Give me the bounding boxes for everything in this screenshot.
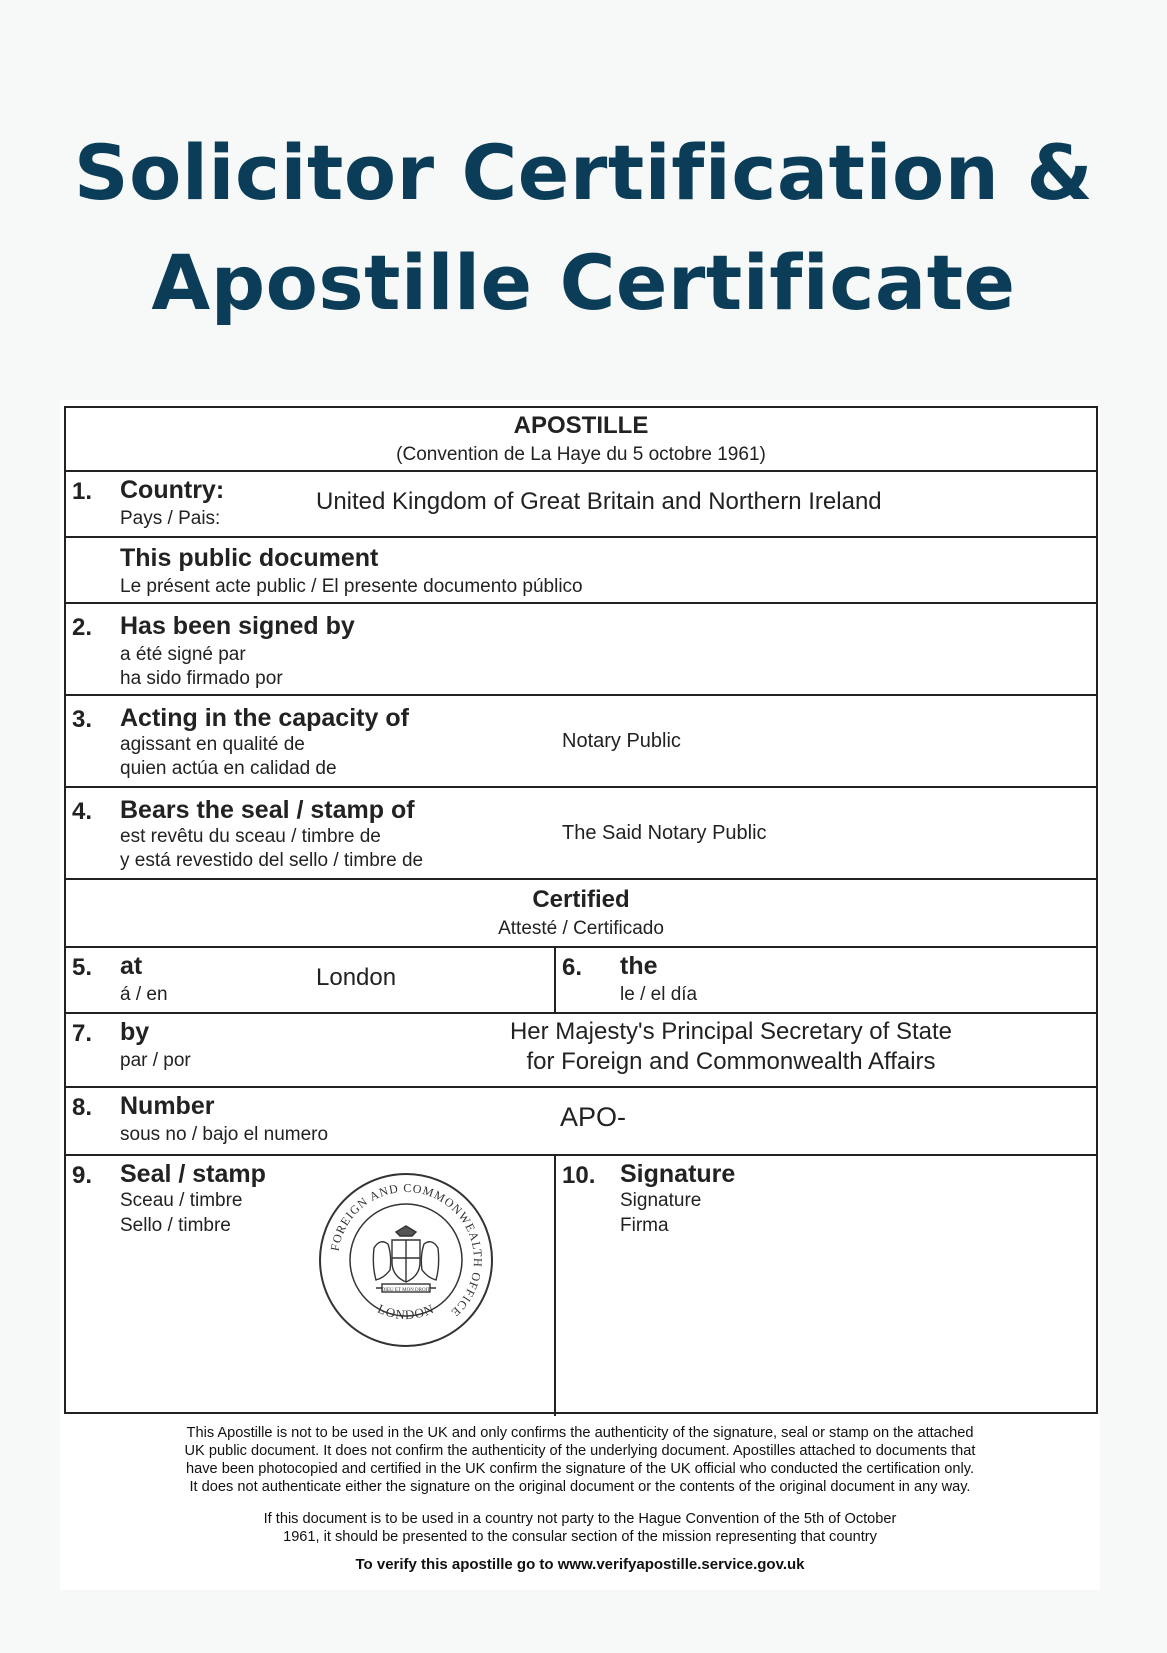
by-value-line-2: for Foreign and Commonwealth Affairs [526,1048,936,1075]
seal-of-number: 4. [72,798,93,825]
signature-sub-es: Firma [620,1215,669,1236]
certified-sub: Attesté / Certificado [498,918,664,939]
signed-by-number: 2. [72,614,93,641]
by-row [66,1012,1096,1088]
seal-of-label: Bears the seal / stamp of [120,796,415,824]
signature-number: 10. [562,1162,596,1189]
disclaimer-line-4: It does not authenticate either the signature on the original document or the contents of the original document in any way. [189,1479,971,1495]
signature-label: Signature [620,1160,736,1188]
seal-of-sub-es: y está revestido del sello / timbre de [120,850,424,871]
certified-label: Certified [532,886,630,913]
apostille-header [66,408,1096,470]
signed-by-sub-fr: a été signé par [120,644,246,665]
seal-motto: DIEU ET MON DROIT [381,1288,431,1293]
seal-of-value: The Said Notary Public [562,822,767,844]
by-label: by [120,1018,150,1046]
capacity-value: Notary Public [562,730,681,752]
number-row [66,1086,1096,1156]
signed-by-row [66,602,1096,696]
verify-link[interactable]: To verify this apostille go to www.verifyapostille.service.gov.uk [355,1556,805,1573]
country-sub: Pays / Pais: [120,508,221,529]
by-sub: par / por [120,1050,191,1071]
disclaimer-paragraph [60,1424,1100,1496]
the-sub: le / el día [620,984,698,1005]
at-label: at [120,952,143,980]
country-number: 1. [72,478,93,505]
capacity-sub-es: quien actúa en calidad de [120,758,337,779]
signature-sub-fr: Signature [620,1190,702,1211]
seal-signature-divider [554,1156,556,1416]
number-sub: sous no / bajo el numero [120,1124,329,1145]
page-title-line-1: Solicitor Certification & [73,128,1094,217]
fco-seal-graphic [316,1170,496,1350]
seal-of-sub-fr: est revêtu du sceau / timbre de [120,826,381,847]
seal-stamp-label: Seal / stamp [120,1160,266,1188]
certified-row [66,878,1096,948]
number-label: Number [120,1092,215,1120]
seal-stamp-sub-es: Sello / timbre [120,1215,231,1236]
disclaimer-line-1: This Apostille is not to be used in the UK and only confirms the authenticity of the signature, seal or stamp on the attached [186,1425,974,1441]
seal-of-row [66,786,1096,880]
at-number: 5. [72,954,93,981]
public-document-sub: Le présent acte public / El presente documento público [120,576,583,597]
number-number: 8. [72,1094,93,1121]
signed-by-label: Has been signed by [120,612,355,640]
capacity-sub-fr: agissant en qualité de [120,734,305,755]
seal-stamp-sub-fr: Sceau / timbre [120,1190,243,1211]
fco-seal [316,1170,496,1350]
public-document-label: This public document [120,544,379,572]
seal-stamp-number: 9. [72,1162,93,1189]
place-date-divider [554,948,556,1014]
by-value-line-1: Her Majesty's Principal Secretary of State [509,1018,953,1045]
place-date-row [66,946,1096,1014]
seal-signature-row [66,1154,1096,1416]
the-number: 6. [562,954,583,981]
convention-text: (Convention de La Haye du 5 octobre 1961) [396,444,766,465]
at-value: London [316,964,397,991]
page-title-line-2: Apostille Certificate [151,238,1016,327]
hague-notice [60,1510,1100,1546]
apostille-heading: APOSTILLE [513,412,649,439]
apostille-form [64,406,1098,1414]
public-document-row [66,536,1096,604]
country-value: United Kingdom of Great Britain and Northern Ireland [316,488,882,515]
disclaimer-line-3: have been photocopied and certified in the UK confirm the signature of the UK official who conducted the certification only. [186,1461,974,1477]
hague-notice-line-1: If this document is to be used in a country not party to the Hague Convention of the 5th of October [263,1511,897,1527]
number-value: APO- [560,1102,627,1132]
at-sub: á / en [120,984,168,1005]
country-label: Country: [120,476,225,504]
disclaimer-line-2: UK public document. It does not confirm the authenticity of the underlying document. Apostilles attached to documents that [184,1443,976,1459]
signed-by-sub-es: ha sido firmado por [120,668,283,689]
the-label: the [620,952,658,980]
capacity-label: Acting in the capacity of [120,704,409,732]
country-row [66,470,1096,538]
capacity-number: 3. [72,706,93,733]
royal-crest-icon [373,1226,438,1292]
hague-notice-line-2: 1961, it should be presented to the consular section of the mission representing that country [283,1529,877,1545]
svg-text:LONDON [375,1301,436,1322]
by-number: 7. [72,1020,93,1047]
seal-ring-text: FOREIGN AND COMMONWEALTH OFFICE [327,1180,486,1321]
apostille-document [60,400,1100,1590]
page-title [0,118,1167,338]
seal-bottom-text: LONDON [375,1300,437,1323]
capacity-row [66,694,1096,788]
